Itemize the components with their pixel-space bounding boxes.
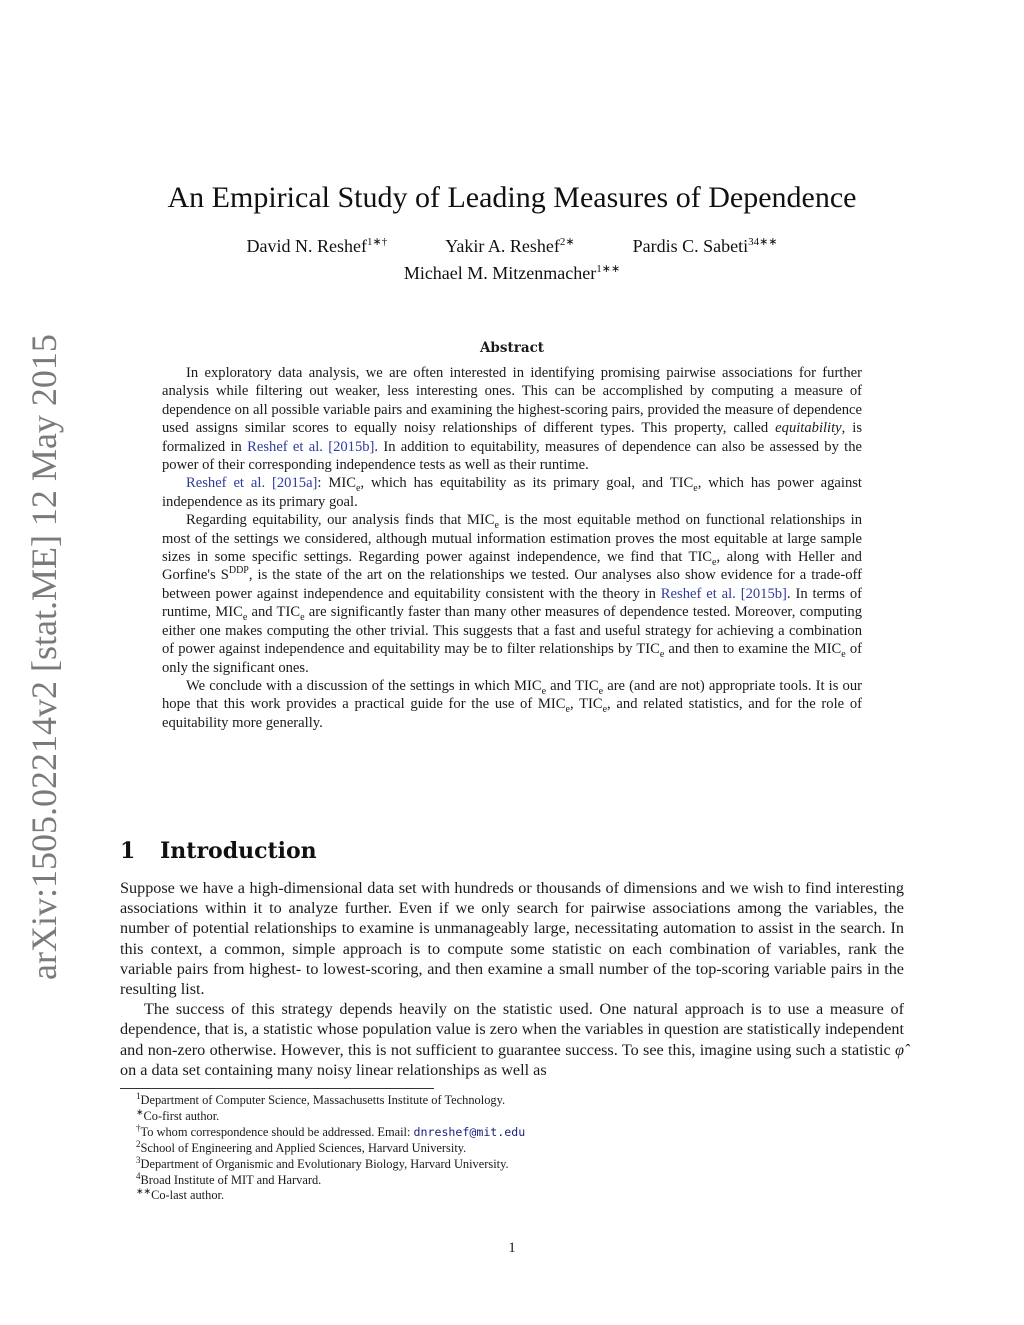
citation-link[interactable]: Reshef et al. [2015b] [660,585,787,602]
author-1: David N. Reshef$^{1∗\dagger}$ [246,236,388,256]
abstract-paragraph-3: Regarding equitability, our analysis finds that $MIC_e$ is the most equitable method on functional relationships in most of the settings we considered, although mutual information estimation proves the most equitable at large sample sizes in some specific settings. Regarding power against independence, we find that $TIC_e$, along with Heller and Gorfine's $S^{DDP}$, is the state of the art on the relationships we tested. Our analyses also show evidence for a trade-off between power against independence and equitability consistent with the theory in Reshef et al. [2015b]. In terms of runtime, $MIC_e$ and $TIC_e$ are significantly faster than many other measures of dependence tested. Moreover, computing either one makes computing the other trivial. This suggests that a fast and useful strategy for achieving a combination of power against independence and equitability may be to filter relationships by $TIC_e$ and then to examine the $MIC_e$ of only the significant ones. [162,512,863,676]
author-4: Michael M. Mitzenmacher$^{1∗∗}$ [403,263,621,283]
abstract-paragraph-2: Reshef et al. [2015a]: $MIC_e$, which has equitability as its primary goal, and $TIC_e$, which has power against independence as its primary goal. [162,475,862,510]
footnote-cofirst: ∗Co-first author. [136,1106,220,1123]
author-2: Yakir A. Reshef$^{2∗}$ [445,236,575,256]
introduction-paragraph-2: The success of this strategy depends heavily on the statistic used. One natural approach is to use a measure of dependence, that is, a statistic whose population value is zero when the variables in question are statistically independent and non-zero otherwise. However, this is not sufficient to guarantee success. To see this, imagine using such a statistic φ̂ on a data set containing many noisy linear relationships as well as [120,1000,904,1079]
footnote-4: $^4$Broad Institute of MIT and Harvard. [136,1170,322,1187]
abstract-paragraph-1: In exploratory data analysis, we are often interested in identifying promising pairwise associations for further analysis while filtering out weaker, less interesting ones. This can be accomplished by computing a measure of dependence on all possible variable pairs and examining the highest-scoring pairs, provided the measure of dependence used assigns similar scores to equally noisy relationships of different types. This property, called equitability, is formalized in Reshef et al. [2015b]. In addition to equitability, measures of dependence can also be assessed by the power of their corresponding independence tests as well as their runtime. [162,365,863,474]
author-3: Pardis C. Sabeti$^{34∗∗}$ [632,236,778,256]
footnote-divider [120,1088,434,1089]
footnote-3: $^3$Department of Organismic and Evolutionary Biology, Harvard University. [136,1154,509,1171]
footnotes [120,1090,904,1204]
author-block [120,232,904,286]
introduction-body [120,878,904,1080]
abstract [162,340,862,732]
footnote-colast: ∗∗Co-last author. [136,1186,225,1203]
email-link[interactable]: dnreshef@mit.edu [413,1124,526,1139]
introduction-paragraph-1: Suppose we have a high-dimensional data set with hundreds or thousands of dimensions and we wish to find interesting associations within it to analyze further. Even if we only search for pairwise associations among the variables, the number of potential relationships to examine is unmanageably large, necessitating automation to assist in the search. In this context, a common, simple approach is to compute some statistic on each combination of variables, rank the variable pairs from highest- to lowest-scoring, and then examine a small number of the top-scoring variable pairs in the resulting list. [120,879,904,999]
citation-link[interactable]: Reshef et al. [2015a] [186,475,318,492]
footnote-1: $^1$Department of Computer Science, Massachusetts Institute of Technology. [136,1090,506,1107]
arxiv-identifier-stamp: arXiv:1505.02214v2 [stat.ME] 12 May 2015 [24,334,64,980]
abstract-paragraph-4: We conclude with a discussion of the settings in which $MIC_e$ and $TIC_e$ are (and are not) appropriate tools. It is our hope that this work provides a practical guide for the use of $MIC_e$, $TIC_e$, and related statistics, and for the role of equitability more generally. [162,677,862,731]
abstract-heading: Abstract [479,340,545,356]
page-number: 1 [508,1240,516,1256]
section-heading-introduction: 1 Introduction [120,838,317,864]
footnote-2: $^2$School of Engineering and Applied Sciences, Harvard University. [136,1138,467,1155]
footnote-correspondence: †To whom correspondence should be addressed. Email: dnreshef@mit.edu [136,1122,526,1139]
paper-title: An Empirical Study of Leading Measures of Dependence [167,181,857,214]
citation-link[interactable]: Reshef et al. [2015b] [247,438,375,455]
